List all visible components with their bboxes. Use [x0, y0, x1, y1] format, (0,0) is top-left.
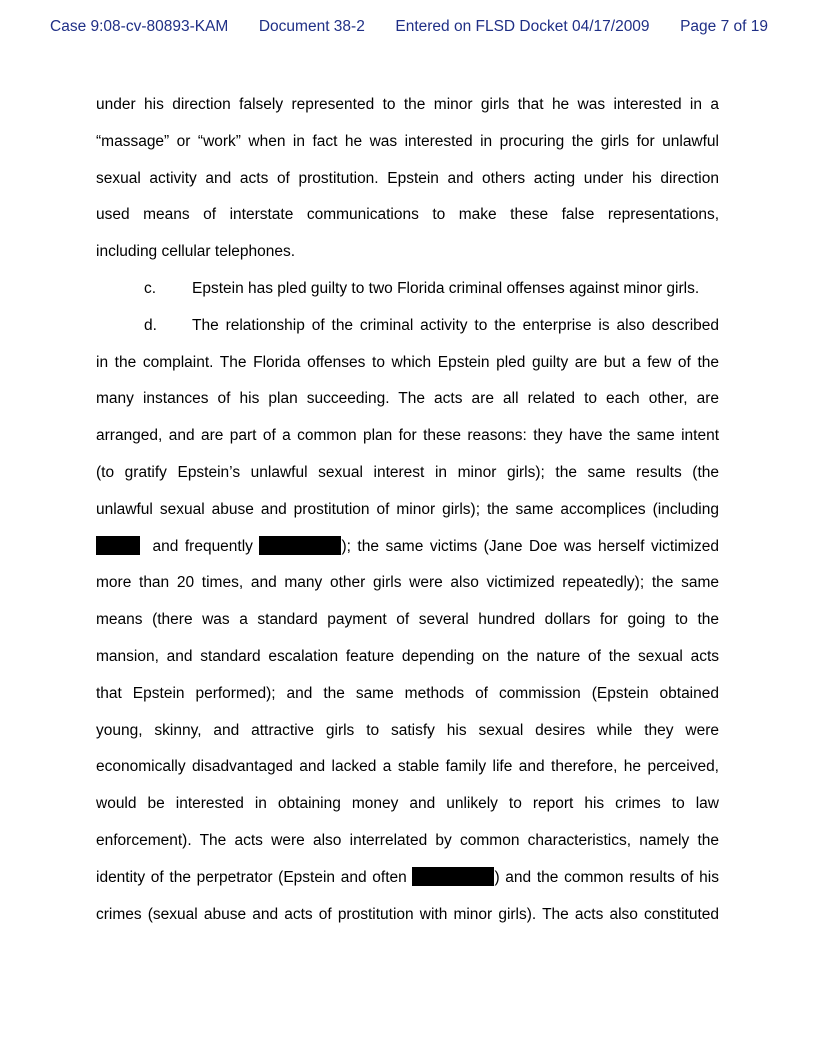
docket-header: [50, 18, 768, 36]
text-line: that Epstein performed); and the same methods of commission (Epstein obtained: [96, 684, 719, 702]
text-fragment: identity of the perpetrator (Epstein and often: [96, 868, 407, 886]
case-number: Case 9:08-cv-80893-KAM: [50, 18, 229, 35]
text-line: means (there was a standard payment of several hundred dollars for going to the: [96, 611, 719, 629]
text-line: sexual activity and acts of prostitution. Epstein and others acting under his direction: [96, 169, 719, 187]
text-line: enforcement). The acts were also interrelated by common characteristics, namely the: [96, 831, 719, 849]
text-line: under his direction falsely represented to the minor girls that he was interested in a: [96, 96, 719, 113]
text-line: including cellular telephones.: [96, 243, 296, 261]
text-line: in the complaint. The Florida offenses to which Epstein pled guilty are but a few of the: [96, 353, 719, 371]
text-line: mansion, and standard escalation feature depending on the nature of the sexual acts: [96, 647, 719, 665]
text-line: used means of interstate communications to make these false representations,: [96, 206, 719, 224]
text-line: many instances of his plan succeeding. The acts are all related to each other, are: [96, 390, 719, 408]
redaction-box: [259, 536, 341, 555]
item-text: The relationship of the criminal activity to the enterprise is also described: [192, 316, 719, 334]
text-line: unlawful sexual abuse and prostitution of minor girls); the same accomplices (including: [96, 500, 719, 518]
item-text: Epstein has pled guilty to two Florida criminal offenses against minor girls.: [192, 279, 700, 297]
text-fragment: and frequently: [152, 537, 253, 555]
redaction-box: [412, 867, 494, 886]
paragraph-c: [96, 271, 719, 308]
text-line: “massage” or “work” when in fact he was interested in procuring the girls for unlawful: [96, 132, 719, 150]
paragraph-d: [96, 308, 719, 345]
text-line: more than 20 times, and many other girls were also victimized repeatedly); the same: [96, 574, 719, 592]
item-label: d.: [144, 316, 157, 334]
item-label: c.: [144, 279, 157, 297]
text-fragment: ); the same victims (Jane Doe was herself victimized: [341, 537, 719, 555]
text-line: (to gratify Epstein’s unlawful sexual interest in minor girls); the same results (the: [96, 463, 719, 481]
text-line: arranged, and are part of a common plan for these reasons: they have the same intent: [96, 427, 719, 445]
text-line: would be interested in obtaining money and unlikely to report his crimes to law: [96, 795, 719, 813]
page-number: Page 7 of 19: [680, 18, 768, 35]
text-line: economically disadvantaged and lacked a stable family life and therefore, he perceived,: [96, 758, 719, 776]
text-fragment: ) and the common results of his: [494, 868, 719, 886]
document-number: Document 38-2: [258, 18, 365, 35]
docket-entry: Entered on FLSD Docket 04/17/2009: [395, 18, 650, 35]
document-body: [96, 87, 719, 933]
text-line: crimes (sexual abuse and acts of prostitution with minor girls). The acts also constituted: [96, 905, 719, 923]
text-line: young, skinny, and attractive girls to satisfy his sexual desires while they were: [96, 721, 719, 739]
text-line-redacted: [96, 529, 719, 566]
text-line-redacted: [96, 860, 719, 897]
redaction-box: [96, 536, 140, 555]
